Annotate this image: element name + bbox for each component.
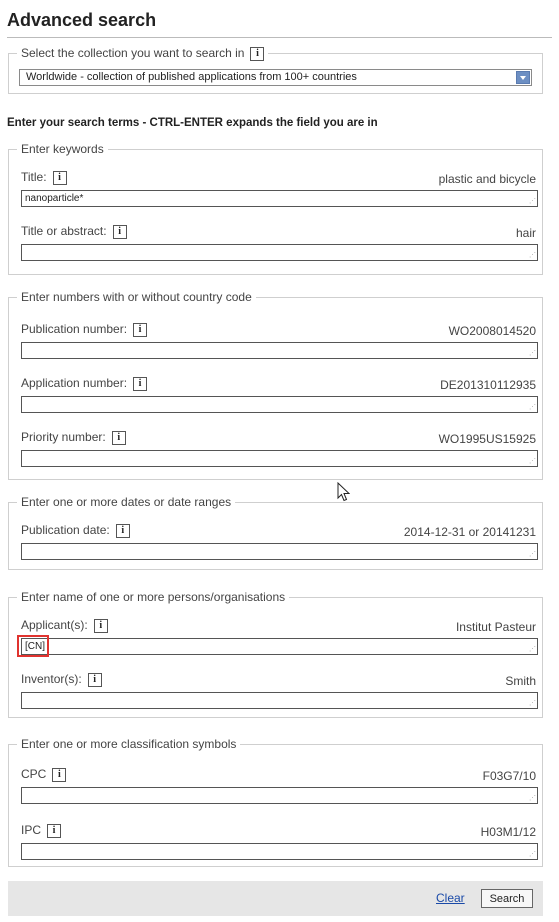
- resize-grip-icon[interactable]: ⋰: [529, 551, 536, 558]
- info-icon[interactable]: i: [94, 619, 108, 633]
- title-abstract-hint: hair: [515, 226, 536, 240]
- title-abstract-label: Title or abstract: i: [21, 224, 127, 239]
- cpc-hint: F03G7/10: [482, 769, 536, 783]
- resize-grip-icon[interactable]: ⋰: [529, 252, 536, 259]
- info-icon[interactable]: i: [133, 323, 147, 337]
- title-input-value: nanoparticle*: [25, 193, 84, 204]
- numbers-fieldset: [8, 290, 543, 480]
- applicants-input[interactable]: [21, 638, 538, 655]
- publication-number-label: Publication number: i: [21, 322, 147, 337]
- title-input[interactable]: [21, 190, 538, 207]
- page-title: Advanced search: [7, 10, 157, 30]
- priority-number-label: Priority number: i: [21, 430, 126, 445]
- info-icon[interactable]: i: [113, 225, 127, 239]
- dates-legend: Enter one or more dates or date ranges: [21, 495, 232, 509]
- info-icon[interactable]: i: [112, 431, 126, 445]
- ipc-hint: H03M1/12: [480, 825, 536, 839]
- info-icon[interactable]: i: [52, 768, 66, 782]
- resize-grip-icon[interactable]: ⋰: [529, 350, 536, 357]
- collection-select[interactable]: [19, 69, 532, 86]
- resize-grip-icon[interactable]: ⋰: [529, 646, 536, 653]
- info-icon[interactable]: i: [53, 171, 67, 185]
- info-icon[interactable]: i: [47, 824, 61, 838]
- title-abstract-input[interactable]: [21, 244, 538, 261]
- collection-select-value: Worldwide - collection of published applications from 100+ countries: [26, 70, 357, 83]
- resize-grip-icon[interactable]: ⋰: [529, 404, 536, 411]
- dates-fieldset: [8, 495, 543, 570]
- applicants-hint: Institut Pasteur: [455, 620, 536, 634]
- numbers-legend: Enter numbers with or without country code: [21, 290, 252, 304]
- persons-legend: Enter name of one or more persons/organisations: [21, 590, 286, 604]
- keywords-fieldset: [8, 142, 543, 275]
- search-button[interactable]: Search: [481, 889, 533, 908]
- inventors-input[interactable]: [21, 692, 538, 709]
- ipc-label: IPC i: [21, 823, 61, 838]
- classification-legend: Enter one or more classification symbols: [21, 737, 237, 751]
- search-instructions: Enter your search terms - CTRL-ENTER expands the field you are in: [7, 117, 378, 129]
- info-icon[interactable]: i: [88, 673, 102, 687]
- priority-number-hint: WO1995US15925: [438, 432, 536, 446]
- publication-date-input[interactable]: [21, 543, 538, 560]
- info-icon[interactable]: i: [133, 377, 147, 391]
- priority-number-input[interactable]: [21, 450, 538, 467]
- classification-fieldset: [8, 737, 543, 867]
- publication-number-input[interactable]: [21, 342, 538, 359]
- resize-grip-icon[interactable]: ⋰: [529, 700, 536, 707]
- applicants-label: Applicant(s): i: [21, 618, 108, 633]
- cpc-input[interactable]: [21, 787, 538, 804]
- keywords-legend: Enter keywords: [21, 142, 104, 156]
- application-number-input[interactable]: [21, 396, 538, 413]
- info-icon[interactable]: i: [250, 47, 264, 61]
- publication-date-label: Publication date: i: [21, 523, 130, 538]
- action-bar: [8, 881, 543, 916]
- cpc-label: CPC i: [21, 767, 66, 782]
- mouse-pointer-icon: [337, 482, 350, 502]
- title-divider: [7, 37, 552, 38]
- info-icon[interactable]: i: [116, 524, 130, 538]
- resize-grip-icon[interactable]: ⋰: [529, 795, 536, 802]
- clear-link[interactable]: Clear: [436, 891, 465, 905]
- inventors-label: Inventor(s): i: [21, 672, 102, 687]
- persons-fieldset: [8, 590, 543, 718]
- inventors-hint: Smith: [505, 674, 536, 688]
- resize-grip-icon[interactable]: ⋰: [529, 851, 536, 858]
- collection-legend: Select the collection you want to search in i: [17, 46, 268, 61]
- publication-number-hint: WO2008014520: [448, 324, 536, 338]
- collection-fieldset: [8, 46, 543, 94]
- highlight-box: [17, 635, 49, 657]
- resize-grip-icon[interactable]: ⋰: [529, 198, 536, 205]
- applicants-input-value: [CN]: [25, 641, 45, 652]
- resize-grip-icon[interactable]: ⋰: [529, 458, 536, 465]
- application-number-hint: DE201310112935: [440, 378, 536, 392]
- title-hint: plastic and bicycle: [438, 172, 536, 186]
- chevron-down-icon[interactable]: [516, 71, 530, 84]
- publication-date-hint: 2014-12-31 or 20141231: [403, 525, 536, 539]
- ipc-input[interactable]: [21, 843, 538, 860]
- application-number-label: Application number: i: [21, 376, 147, 391]
- title-label: Title: i: [21, 170, 67, 185]
